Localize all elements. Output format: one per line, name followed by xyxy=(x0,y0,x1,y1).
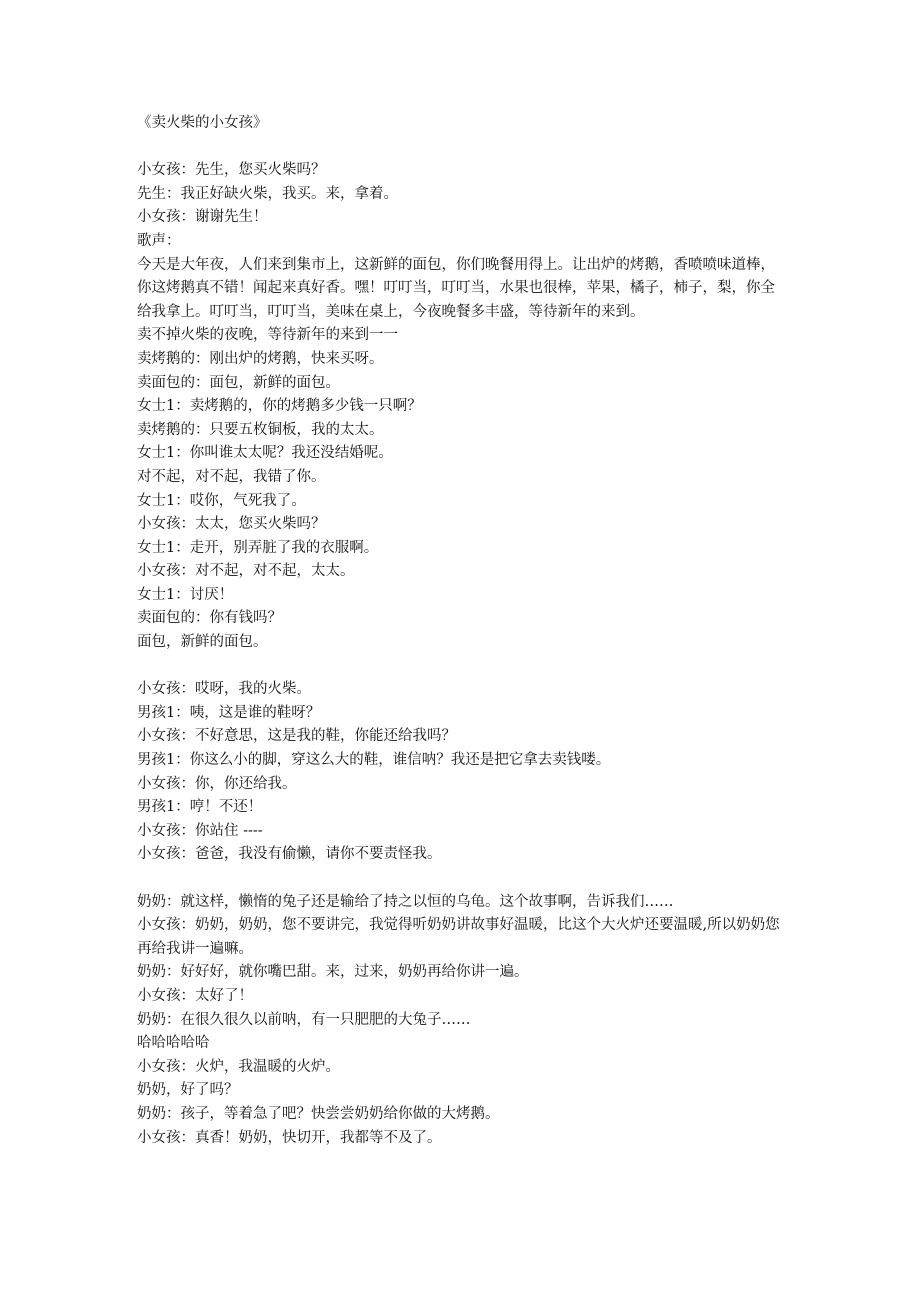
dialogue-line: 小女孩：奶奶，奶奶，您不要讲完，我觉得听奶奶讲故事好温暖，比这个大火炉还要温暖,所以奶奶您再给我讲一遍嘛。 xyxy=(137,917,780,957)
dialogue-line: 对不起，对不起，我错了你。 xyxy=(137,468,326,485)
dialogue-line: 歌声： xyxy=(137,232,181,249)
dialogue-line: 男孩1：咦，这是谁的鞋呀？ xyxy=(137,704,321,721)
dialogue-line: 女士1：你叫谁太太呢？我还没结婚呢。 xyxy=(137,445,393,462)
dialogue-line: 女士1：卖烤鹅的，你的烤鹅多少钱一只啊？ xyxy=(137,398,422,415)
dialogue-line: 男孩1：哼！不还！ xyxy=(137,799,263,816)
dialogue-line: 奶奶：好好好，就你嘴巴甜。来，过来，奶奶再给你讲一遍。 xyxy=(137,964,529,981)
dialogue-line: 小女孩：火炉，我温暖的火炉。 xyxy=(137,1058,340,1075)
dialogue-line: 男孩1：你这么小的脚，穿这么大的鞋，谁信呐？我还是把它拿去卖钱喽。 xyxy=(137,752,611,769)
scene-market xyxy=(137,159,787,654)
song-lyrics: 今天是大年夜，人们来到集市上，这新鲜的面包，你们晚餐用得上。让出炉的烤鹅，香喷喷味道棒，你这烤鹅真不错！闻起来真好香。嘿！叮叮当，叮叮当，水果也很棒，苹果，橘子，柿子，梨，你全给我拿上。叮叮当，叮叮当，美味在桌上，今夜晚餐多丰盛，等待新年的来到。 xyxy=(137,256,775,320)
dialogue-line: 先生：我正好缺火柴，我买。来，拿着。 xyxy=(137,185,398,202)
dialogue-line: 小女孩：你站住 ---- xyxy=(137,822,263,839)
dialogue-line: 奶奶：就这样，懒惰的兔子还是输给了持之以恒的乌龟。这个故事啊，告诉我们…… xyxy=(137,893,674,910)
dialogue-line: 面包，新鲜的面包。 xyxy=(137,634,268,651)
dialogue-line: 小女孩：太好了！ xyxy=(137,987,253,1004)
dialogue-line: 小女孩：你，你还给我。 xyxy=(137,775,297,792)
dialogue-line: 小女孩：不好意思，这是我的鞋，你能还给我吗？ xyxy=(137,728,456,745)
dialogue-line: 卖烤鹅的：只要五枚铜板，我的太太。 xyxy=(137,421,384,438)
dialogue-line: 哈哈哈哈哈 xyxy=(137,1035,210,1052)
dialogue-line: 卖不掉火柴的夜晚，等待新年的来到一一 xyxy=(137,327,398,344)
dialogue-line: 奶奶：孩子，等着急了吧？快尝尝奶奶给你做的大烤鹅。 xyxy=(137,1105,500,1122)
dialogue-line: 女士1：讨厌！ xyxy=(137,586,234,603)
dialogue-line: 小女孩：太太，您买火柴吗？ xyxy=(137,516,326,533)
dialogue-line: 奶奶：在很久很久以前呐，有一只肥肥的大兔子…… xyxy=(137,1011,471,1028)
dialogue-line: 奶奶，好了吗？ xyxy=(137,1082,239,1099)
dialogue-line: 卖烤鹅的：刚出炉的烤鹅，快来买呀。 xyxy=(137,350,384,367)
dialogue-line: 小女孩：哎呀，我的火柴。 xyxy=(137,681,311,698)
scene-shoe xyxy=(137,678,787,867)
dialogue-line: 小女孩：先生，您买火柴吗？ xyxy=(137,162,326,179)
dialogue-line: 小女孩：对不起，对不起，太太。 xyxy=(137,563,355,580)
script-body xyxy=(137,112,787,1174)
dialogue-line: 女士1：走开，别弄脏了我的衣服啊。 xyxy=(137,539,379,556)
dialogue-line: 卖面包的：你有钱吗？ xyxy=(137,610,282,627)
scene-grandma xyxy=(137,891,787,1151)
dialogue-line: 小女孩：爸爸，我没有偷懒，请你不要责怪我。 xyxy=(137,846,442,863)
dialogue-line: 卖面包的：面包，新鲜的面包。 xyxy=(137,374,340,391)
dialogue-line: 小女孩：谢谢先生！ xyxy=(137,209,268,226)
dialogue-line: 女士1：哎你，气死我了。 xyxy=(137,492,306,509)
document-title: 《卖火柴的小女孩》 xyxy=(137,115,268,131)
dialogue-line: 小女孩：真香！奶奶，快切开，我都等不及了。 xyxy=(137,1129,442,1146)
